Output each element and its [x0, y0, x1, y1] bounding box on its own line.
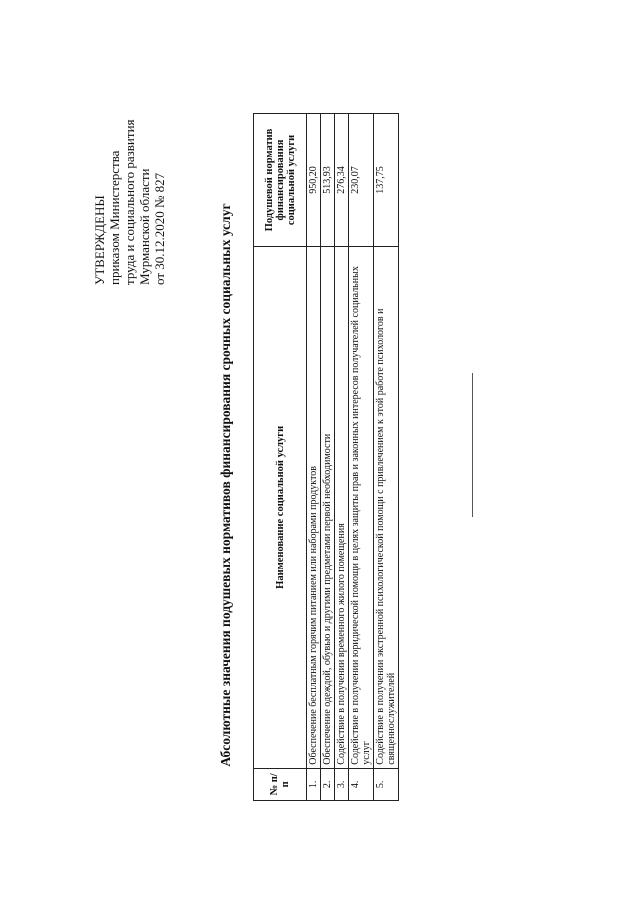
row-norm-value: 276,34 [335, 114, 349, 247]
footer-divider-line [472, 373, 473, 517]
table-row [321, 114, 335, 801]
services-table [253, 113, 399, 801]
header-service-name: Наименование социальной услуги [254, 246, 307, 768]
row-service-name: Содействие в получении юридической помощи в целях защиты прав и законных интересов получателей социальных услуг [349, 246, 374, 768]
row-number: 1. [307, 768, 321, 800]
approval-line-approved: УТВЕРЖДЕНЫ [92, 195, 107, 285]
table-row [374, 114, 399, 801]
row-service-name: Содействие в получении временного жилого помещения [335, 246, 349, 768]
row-service-name: Обеспечение бесплатным горячим питанием или наборами продуктов [307, 246, 321, 768]
table-row [335, 114, 349, 801]
table-row [307, 114, 321, 801]
document-title: Абсолютные значения подушевых нормативов финансирования срочных социальных услуг [218, 203, 233, 767]
table-header-row [254, 114, 307, 801]
approval-line-order: приказом Министерства [107, 150, 122, 285]
approval-line-ministry: труда и социального развития [122, 119, 137, 285]
row-number: 2. [321, 768, 335, 800]
approval-stamp-block [92, 85, 167, 285]
row-norm-value: 513,93 [321, 114, 335, 247]
approval-line-date-number: от 30.12.2020 № 827 [152, 172, 167, 285]
row-service-name: Обеспечение одеждой, обувью и другими предметами первой необходимости [321, 246, 335, 768]
row-number: 5. [374, 768, 399, 800]
approval-line-region: Мурманской области [137, 168, 152, 285]
header-norm-value: Подушевой норматив финансирования социальной услуги [254, 114, 307, 247]
row-norm-value: 950,20 [307, 114, 321, 247]
row-service-name: Содействие в получении экстренной психологической помощи с привлечением к этой работе психологов и священнослужителей [374, 246, 399, 768]
header-number: № п/п [254, 768, 307, 800]
row-norm-value: 230,07 [349, 114, 374, 247]
row-number: 3. [335, 768, 349, 800]
row-number: 4. [349, 768, 374, 800]
row-norm-value: 137,75 [374, 114, 399, 247]
table-row [349, 114, 374, 801]
